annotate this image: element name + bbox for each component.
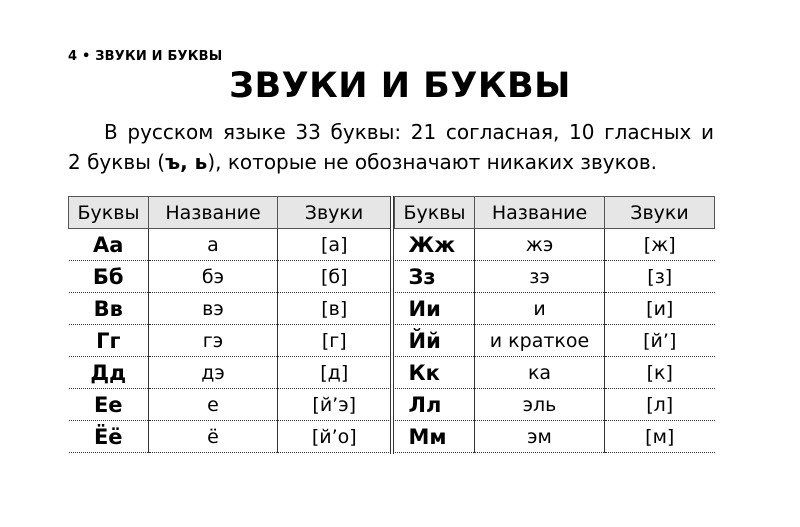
header-sounds: Звуки (605, 197, 715, 229)
letter-name-cell: бэ (149, 261, 278, 293)
sound-cell: [д] (278, 357, 391, 389)
letter-name-cell: зэ (475, 261, 605, 293)
letter-cell: Жж (395, 229, 475, 261)
sound-cell: [б] (278, 261, 391, 293)
intro-line-2 (68, 147, 714, 177)
letter-name-cell: а (149, 229, 278, 261)
intro-line-2-start: 2 буквы ( (68, 150, 166, 174)
header-letters: Буквы (395, 197, 475, 229)
table-row (69, 325, 391, 357)
letter-name-cell: вэ (149, 293, 278, 325)
letter-name-cell: ка (475, 357, 605, 389)
table-row (69, 421, 391, 453)
letter-cell: Лл (395, 389, 475, 421)
sound-cell: [й’э] (278, 389, 391, 421)
letter-name-cell: эль (475, 389, 605, 421)
sound-cell: [м] (605, 421, 715, 453)
header-sounds: Звуки (278, 197, 391, 229)
letter-name-cell: гэ (149, 325, 278, 357)
sound-cell: [а] (278, 229, 391, 261)
sound-cell: [к] (605, 357, 715, 389)
left-table-body (69, 229, 391, 453)
header-name: Название (149, 197, 278, 229)
letter-name-cell: ё (149, 421, 278, 453)
running-head-section: ЗВУКИ И БУКВЫ (95, 49, 223, 64)
letter-cell: Аа (69, 229, 149, 261)
letter-cell: Мм (395, 421, 475, 453)
running-head-bullet: • (81, 49, 91, 64)
alphabet-table-left (68, 196, 391, 453)
header-name: Название (475, 197, 605, 229)
table-row (395, 325, 715, 357)
table-row (69, 229, 391, 261)
letter-name-cell: жэ (475, 229, 605, 261)
table-row (69, 261, 391, 293)
alphabet-tables (68, 196, 714, 454)
right-table-body (395, 229, 715, 453)
letter-cell: Вв (69, 293, 149, 325)
table-row (395, 229, 715, 261)
letter-name-cell: эм (475, 421, 605, 453)
sound-cell: [з] (605, 261, 715, 293)
letter-cell: Дд (69, 357, 149, 389)
table-row (395, 357, 715, 389)
sound-cell: [л] (605, 389, 715, 421)
table-row (69, 357, 391, 389)
letter-cell: Ее (69, 389, 149, 421)
page-title: ЗВУКИ И БУКВЫ (229, 66, 571, 106)
sound-cell: [г] (278, 325, 391, 357)
table-row (395, 389, 715, 421)
table-row (69, 293, 391, 325)
sound-cell: [й’о] (278, 421, 391, 453)
letter-name-cell: и краткое (475, 325, 605, 357)
letter-name-cell: и (475, 293, 605, 325)
table-row (69, 389, 391, 421)
table-header-row (69, 197, 391, 229)
sound-cell: [ж] (605, 229, 715, 261)
alphabet-table-right (394, 196, 715, 453)
letter-name-cell: дэ (149, 357, 278, 389)
page-number: 4 (68, 49, 78, 64)
letter-cell: Бб (69, 261, 149, 293)
letter-cell: Ёё (69, 421, 149, 453)
letter-cell: Кк (395, 357, 475, 389)
intro-line-2-end: ), которые не обозначают никаких звуков. (207, 150, 658, 174)
letter-cell: Зз (395, 261, 475, 293)
sound-cell: [в] (278, 293, 391, 325)
running-head (68, 49, 222, 64)
table-row (395, 421, 715, 453)
sound-cell: [й’] (605, 325, 715, 357)
letter-cell: Гг (69, 325, 149, 357)
letter-cell: Ии (395, 293, 475, 325)
table-row (395, 293, 715, 325)
intro-line-1: В русском языке 33 буквы: 21 согласная, 10 гласных и (104, 120, 714, 144)
table-row (395, 261, 715, 293)
header-letters: Буквы (69, 197, 149, 229)
sound-cell: [и] (605, 293, 715, 325)
intro-hard-soft-signs: ъ, ь (165, 150, 208, 174)
intro-paragraph (68, 117, 714, 177)
letter-cell: Йй (395, 325, 475, 357)
table-header-row (395, 197, 715, 229)
letter-name-cell: е (149, 389, 278, 421)
